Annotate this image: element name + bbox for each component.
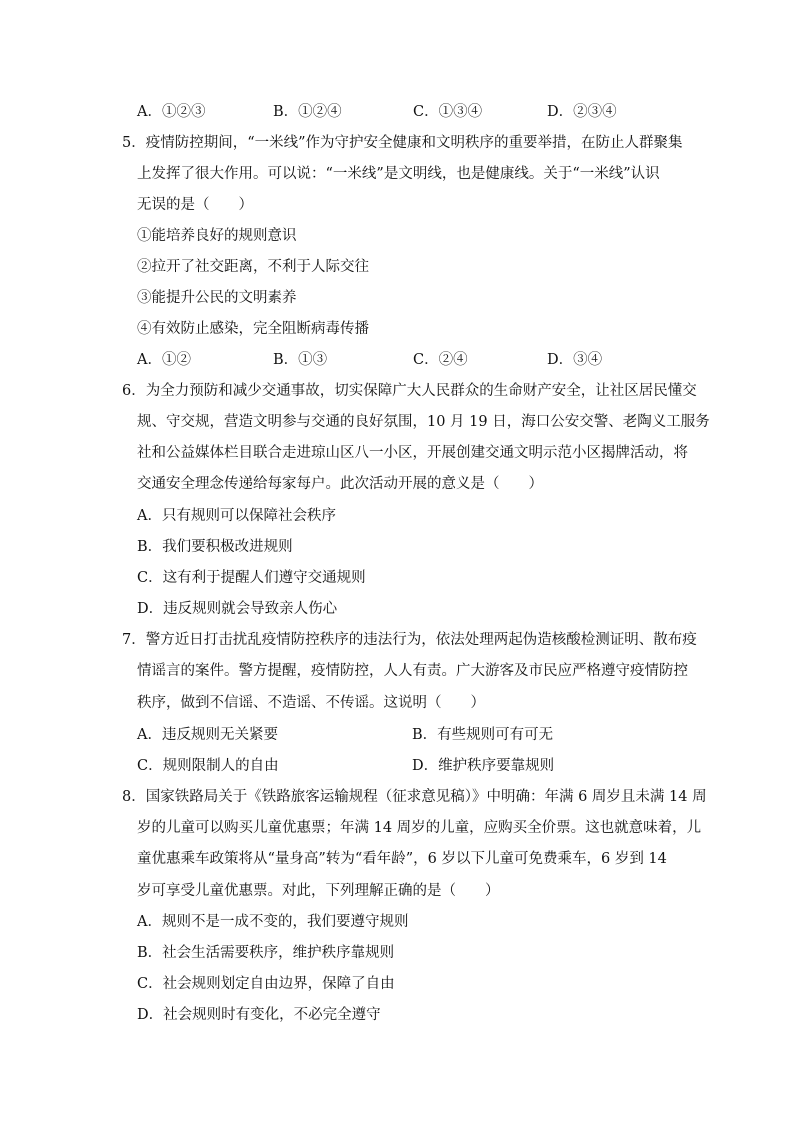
question-8-option-a: A．规则不是一成不变的，我们要遵守规则 <box>137 914 409 930</box>
question-7-option-a: A．违反规则无关紧要 <box>137 727 278 743</box>
question-7-option-d: D．维护秩序要靠规则 <box>412 758 555 774</box>
question-6-option-a: A．只有规则可以保障社会秩序 <box>137 508 336 524</box>
question-7-option-b: B．有些规则可有可无 <box>412 727 554 743</box>
question-5-statement: ③能提升公民的文明素养 <box>137 290 297 306</box>
question-5-option-a: A．①② <box>137 352 191 368</box>
question-5-option-b: B．①③ <box>273 352 328 368</box>
question-7-stem-line: 7．警方近日打击扰乱疫情防控秩序的违法行为，依法处理两起伪造核酸检测证明、散布疫 <box>122 632 697 648</box>
question-6-option-c: C．这有利于提醒人们遵守交通规则 <box>137 570 366 586</box>
question-8-stem-line: 8．国家铁路局关于《铁路旅客运输规程（征求意见稿）》中明确：年满 6 周岁且未满 14 周 <box>122 789 707 805</box>
question-8-option-c: C．社会规则划定自由边界，保障了自由 <box>137 976 395 992</box>
question-6-stem-line: 6．为全力预防和减少交通事故，切实保障广大人民群众的生命财产安全，让社区居民懂交 <box>122 383 697 399</box>
question-8-stem-line: 岁可享受儿童优惠票。对此，下列理解正确的是（ ） <box>137 883 500 899</box>
question-6-option-d: D．违反规则就会导致亲人伤心 <box>137 601 338 617</box>
question-8-stem-line: 岁的儿童可以购买儿童优惠票；年满 14 周岁的儿童，应购买全价票。这也就意味着，儿 <box>137 820 702 836</box>
question-4-option-d: D．②③④ <box>547 104 617 120</box>
question-5-statement: ④有效防止感染，完全阻断病毒传播 <box>137 321 369 337</box>
question-7-stem-line: 情谣言的案件。警方提醒，疫情防控，人人有责。广大游客及市民应严格遵守疫情防控 <box>137 663 688 679</box>
question-5-option-c: C．②④ <box>413 352 468 368</box>
question-4-option-c: C．①③④ <box>413 104 483 120</box>
question-6-stem-line: 交通安全理念传递给每家每户。此次活动开展的意义是（ ） <box>137 476 543 492</box>
question-6-stem-line: 规、守交规，营造文明参与交通的良好氛围，10 月 19 日，海口公安交警、老陶义工服务 <box>137 414 710 430</box>
question-8-option-b: B．社会生活需要秩序，维护秩序靠规则 <box>137 945 395 961</box>
question-7-option-c: C．规则限制人的自由 <box>137 758 279 774</box>
question-5-option-d: D．③④ <box>547 352 603 368</box>
question-5-statement: ①能培养良好的规则意识 <box>137 228 297 244</box>
question-8-stem-line: 童优惠乘车政策将从“量身高”转为“看年龄”，6 岁以下儿童可免费乘车，6 岁到 14 <box>137 851 667 867</box>
question-6-option-b: B．我们要积极改进规则 <box>137 539 293 555</box>
question-4-option-b: B．①②④ <box>273 104 342 120</box>
question-6-stem-line: 社和公益媒体栏目联合走进琼山区八一小区，开展创建交通文明示范小区揭牌活动，将 <box>137 445 688 461</box>
question-5-stem-line: 5．疫情防控期间，“一米线”作为守护安全健康和文明秩序的重要举措，在防止人群聚集 <box>122 135 683 151</box>
question-5-stem-line: 上发挥了很大作用。可以说：“一米线”是文明线，也是健康线。关于“一米线”认识 <box>137 166 660 182</box>
question-7-stem-line: 秩序，做到不信谣、不造谣、不传谣。这说明（ ） <box>137 695 485 711</box>
question-5-statement: ②拉开了社交距离，不利于人际交往 <box>137 259 369 275</box>
question-5-stem-line: 无误的是（ ） <box>137 197 253 213</box>
question-8-option-d: D．社会规则时有变化，不必完全遵守 <box>137 1007 381 1023</box>
question-4-option-a: A．①②③ <box>137 104 206 120</box>
